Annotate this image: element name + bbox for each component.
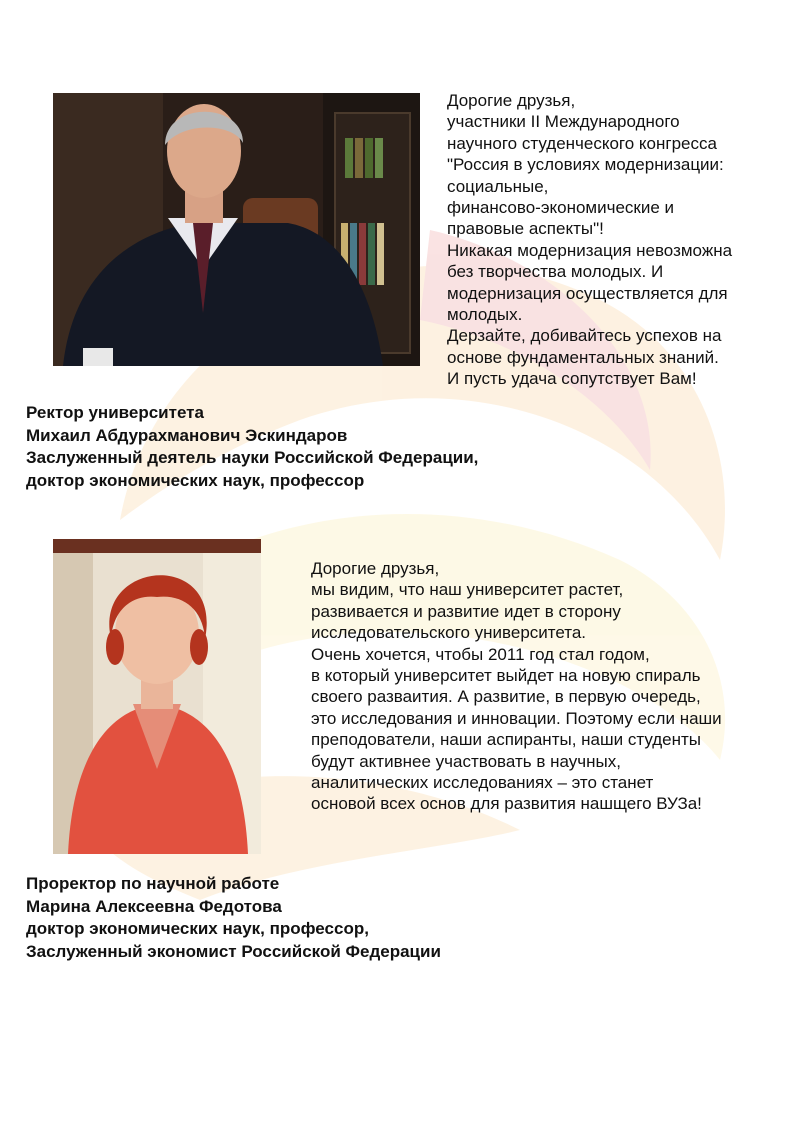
- message-line: это исследования и инновации. Поэтому если наши: [311, 708, 722, 728]
- signature-line: Ректор университета: [26, 403, 204, 422]
- vice-rector-photo: [53, 539, 261, 854]
- message-line: будут активнее участвовать в научных,: [311, 751, 621, 771]
- signature-line: Михаил Абдурахманович Эскиндаров: [26, 425, 348, 445]
- vice-rector-signature: [26, 873, 441, 963]
- signature-line: Проректор по научной работе: [26, 874, 280, 893]
- signature-line: Марина Алексеевна Федотова: [26, 896, 282, 916]
- message-line: Никакая модернизация невозможна: [447, 240, 733, 260]
- signature-line: Заслуженный деятель науки Российской Федерации,: [26, 448, 479, 467]
- message-line: молодых.: [447, 305, 523, 325]
- message-line: развивается и развитие идет в сторону: [311, 601, 621, 621]
- message-line: научного студенческого конгресса: [447, 133, 717, 153]
- message-line: без творчества молодых. И: [447, 262, 664, 282]
- message-line: "Россия в условиях модернизации:: [447, 155, 724, 175]
- rector-portrait-icon: [53, 93, 420, 366]
- signature-line: Заслуженный экономист Российской Федерации: [26, 941, 441, 961]
- message-line: преподователи, наши аспиранты, наши студенты: [311, 730, 702, 750]
- message-line: своего разваития. А развитие, в первую очередь,: [311, 687, 701, 707]
- message-line: Дорогие друзья,: [447, 91, 576, 110]
- vice-rector-message: [311, 558, 722, 815]
- message-line: основой всех основ для развития нашщего ВУЗа!: [311, 794, 702, 814]
- message-line: аналитических исследованиях – это станет: [311, 773, 654, 793]
- signature-line: доктор экономических наук, профессор,: [26, 919, 369, 938]
- message-line: в который университет выйдет на новую спираль: [311, 666, 701, 686]
- message-line: основе фундаментальных знаний.: [447, 347, 719, 367]
- message-line: модернизация осуществляется для: [447, 283, 728, 303]
- message-line: исследовательского университета.: [311, 623, 587, 643]
- vice-rector-portrait-icon: [53, 539, 261, 854]
- rector-signature: [26, 402, 478, 492]
- message-line: И пусть удача сопутствует Вам!: [447, 369, 697, 389]
- message-line: Дорогие друзья,: [311, 559, 440, 578]
- message-line: социальные,: [447, 176, 549, 196]
- message-line: Очень хочется, чтобы 2011 год стал годом,: [311, 644, 650, 664]
- signature-line: доктор экономических наук, профессор: [26, 470, 365, 490]
- message-line: мы видим, что наш университет растет,: [311, 580, 624, 600]
- rector-message: [447, 90, 732, 390]
- message-line: правовые аспекты"!: [447, 219, 604, 239]
- message-line: финансово-экономические и: [447, 198, 675, 218]
- rector-photo: [53, 93, 420, 366]
- message-line: Дерзайте, добивайтесь успехов на: [447, 326, 722, 346]
- message-line: участники II Международного: [447, 112, 680, 132]
